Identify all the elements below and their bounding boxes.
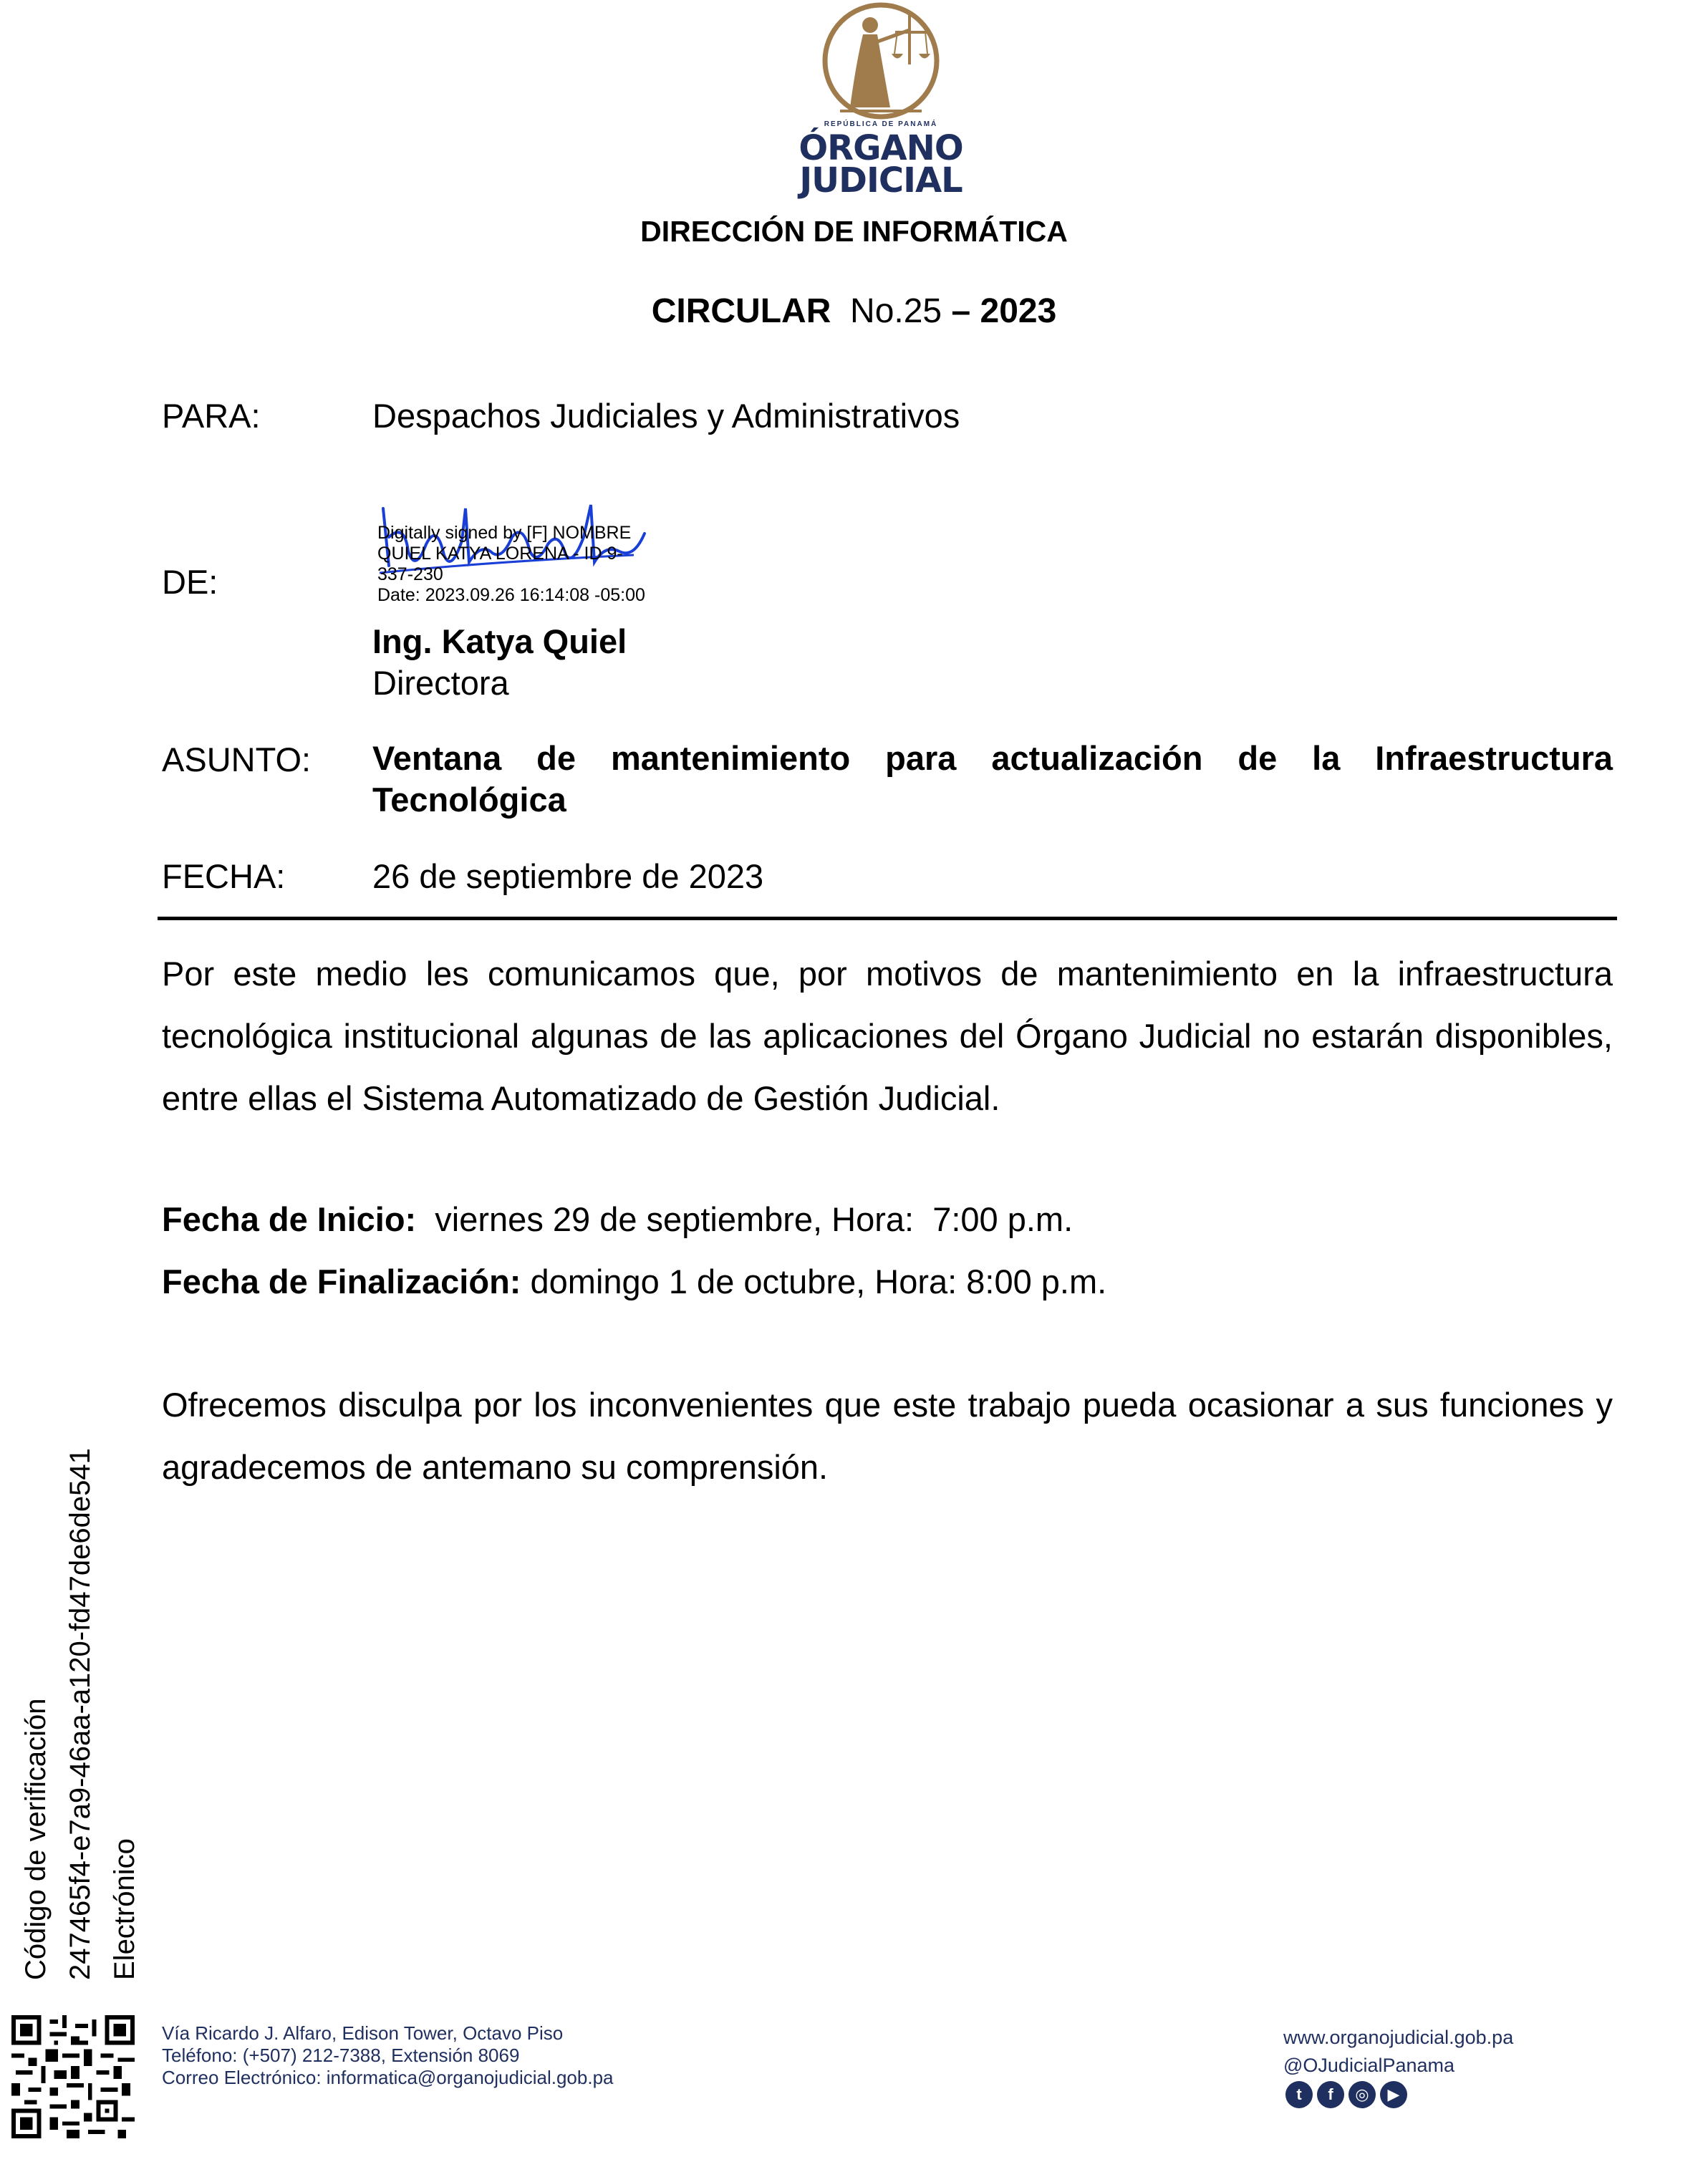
circular-year: – 2023 [951, 292, 1057, 330]
signature-line: 337-230 [377, 564, 443, 584]
asunto-label: ASUNTO: [162, 740, 312, 778]
para-value: Despachos Judiciales y Administrativos [372, 397, 960, 435]
circular-title [0, 291, 1708, 331]
para-label: PARA: [162, 397, 261, 435]
footer-website[interactable]: www.organojudicial.gob.pa [1283, 2027, 1514, 2048]
department-title: DIRECCIÓN DE INFORMÁTICA [640, 215, 1068, 248]
verification-type: Electrónico [109, 1838, 140, 1980]
asunto-value: Ventana de mantenimiento para actualización de la Infraestructura Tecnológica [372, 739, 1613, 819]
de-label: DE: [162, 563, 218, 601]
start-date-line [162, 1200, 1073, 1239]
signature-line: Digitally signed by [F] NOMBRE [377, 523, 632, 543]
verification-code: 247465f4-e7a9-46aa-a120-fd47de6de541 [64, 1448, 96, 1980]
end-date-label: Fecha de Finalización: [162, 1263, 521, 1300]
digital-signature-stamp [377, 523, 645, 606]
twitter-icon[interactable]: t [1285, 2081, 1313, 2108]
end-date-line [162, 1262, 1106, 1301]
sender-name: Ing. Katya Quiel [372, 622, 627, 660]
youtube-icon[interactable]: ▶ [1380, 2081, 1407, 2108]
body-paragraph-1: Por este medio les comunicamos que, por motivos de mantenimiento en la infraestructura tecnológica institucional algunas de las aplicaciones del Órgano Judicial no estarán disponibles, entre ellas el Sistema Automatizado de Gestión Judicial. [162, 955, 1613, 1117]
footer-social-handle[interactable]: @OJudicialPanama [1283, 2055, 1455, 2076]
logo-text-organo: ÓRGANO [798, 128, 963, 168]
sender-title: Directora [372, 664, 509, 702]
circular-number: No.25 [850, 292, 942, 330]
logo-text-judicial: JUDICIAL [799, 160, 962, 201]
start-date-value: viernes 29 de septiembre, Hora: 7:00 p.m. [416, 1200, 1073, 1238]
logo-country-text: REPÚBLICA DE PANAMÁ [824, 120, 938, 128]
social-icons [1285, 2081, 1407, 2108]
body-paragraph-2: Ofrecemos disculpa por los inconvenientes que este trabajo pueda ocasionar a sus funciones y agradecemos de antemano su comprensión. [162, 1386, 1613, 1486]
instagram-icon[interactable]: ◎ [1348, 2081, 1376, 2108]
footer-contact [162, 2022, 614, 2089]
footer-phone: Teléfono: (+507) 212-7388, Extensión 8069 [162, 2045, 520, 2066]
facebook-icon[interactable]: f [1317, 2081, 1344, 2108]
header-divider [158, 917, 1617, 920]
end-date-value: domingo 1 de octubre, Hora: 8:00 p.m. [521, 1263, 1107, 1300]
verification-label: Código de verificación [20, 1698, 52, 1980]
qr-code [11, 2015, 135, 2138]
signature-line: Date: 2023.09.26 16:14:08 -05:00 [377, 585, 645, 605]
fecha-value: 26 de septiembre de 2023 [372, 857, 764, 895]
start-date-label: Fecha de Inicio: [162, 1200, 417, 1238]
footer-web [1283, 2024, 1513, 2080]
circular-label: CIRCULAR [651, 292, 831, 330]
fecha-label: FECHA: [162, 857, 286, 895]
footer-address: Vía Ricardo J. Alfaro, Edison Tower, Octavo Piso [162, 2022, 564, 2044]
signature-line: QUIEL KATYA LORENA - ID 9- [377, 544, 623, 564]
footer-email[interactable]: Correo Electrónico: informatica@organojudicial.gob.pa [162, 2067, 614, 2088]
